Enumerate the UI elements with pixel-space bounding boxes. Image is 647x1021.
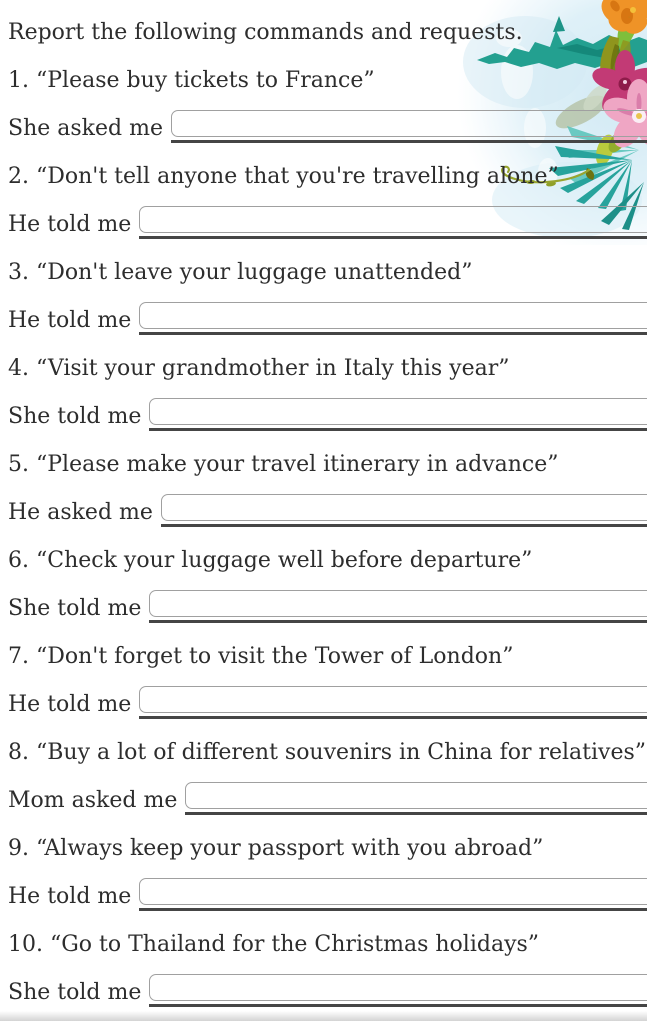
answer-row (8, 968, 647, 1016)
answer-blank (149, 398, 647, 431)
answer-input[interactable] (161, 494, 647, 521)
answer-input[interactable] (149, 974, 647, 1001)
answer-prompt: Mom asked me (8, 787, 178, 813)
item-text: 8. “Buy a lot of different souvenirs in China for relatives” (8, 739, 647, 765)
answer-row (8, 200, 647, 248)
item-text: 9. “Always keep your passport with you abroad” (8, 835, 544, 861)
answer-prompt: She told me (8, 979, 142, 1005)
answer-input[interactable] (139, 878, 647, 905)
answer-row (8, 488, 647, 536)
item-row (8, 344, 647, 392)
answer-underline (139, 716, 647, 719)
answer-row (8, 680, 647, 728)
answer-underline (139, 908, 647, 911)
answer-input[interactable] (149, 398, 647, 425)
answer-input[interactable] (171, 110, 647, 137)
answer-prompt: He told me (8, 883, 132, 909)
answer-prompt: She told me (8, 595, 142, 621)
answer-row (8, 872, 647, 920)
item-text: 4. “Visit your grandmother in Italy this year” (8, 355, 510, 381)
item-text: 6. “Check your luggage well before departure” (8, 547, 533, 573)
item-text: 1. “Please buy tickets to France” (8, 67, 375, 93)
answer-blank (139, 206, 647, 239)
answer-prompt: She asked me (8, 115, 163, 141)
item-text: 3. “Don't leave your luggage unattended” (8, 259, 473, 285)
item-text: 10. “Go to Thailand for the Christmas holidays” (8, 931, 540, 957)
item-row (8, 920, 647, 968)
answer-underline (139, 236, 647, 239)
item-text: 5. “Please make your travel itinerary in advance” (8, 451, 559, 477)
item-text: 7. “Don't forget to visit the Tower of London” (8, 643, 514, 669)
answer-blank (171, 110, 647, 143)
answer-input[interactable] (139, 686, 647, 713)
answer-underline (149, 1004, 647, 1007)
answer-row (8, 104, 647, 152)
answer-underline (171, 140, 647, 143)
answer-blank (149, 590, 647, 623)
item-row (8, 632, 647, 680)
item-row (8, 248, 647, 296)
item-row (8, 536, 647, 584)
answer-blank (185, 782, 647, 815)
page-title (8, 8, 647, 56)
item-text: 2. “Don't tell anyone that you're travelling alone” (8, 163, 559, 189)
answer-input[interactable] (139, 302, 647, 329)
item-row (8, 152, 647, 200)
answer-row (8, 776, 647, 824)
item-row (8, 440, 647, 488)
answer-underline (149, 620, 647, 623)
item-row (8, 728, 647, 776)
answer-prompt: She told me (8, 403, 142, 429)
answer-underline (139, 332, 647, 335)
answer-underline (161, 524, 647, 527)
answer-blank (139, 878, 647, 911)
item-row (8, 824, 647, 872)
answer-input[interactable] (139, 206, 647, 233)
answer-input[interactable] (185, 782, 647, 809)
item-row (8, 56, 647, 104)
answer-prompt: He told me (8, 211, 132, 237)
answer-prompt: He told me (8, 691, 132, 717)
answer-input[interactable] (149, 590, 647, 617)
answer-underline (185, 812, 647, 815)
answer-row (8, 392, 647, 440)
answer-row (8, 296, 647, 344)
answer-blank (161, 494, 647, 527)
answer-blank (139, 686, 647, 719)
answer-prompt: He told me (8, 307, 132, 333)
answer-prompt: He asked me (8, 499, 153, 525)
answer-blank (139, 302, 647, 335)
answer-underline (149, 428, 647, 431)
answer-row (8, 584, 647, 632)
answer-blank (149, 974, 647, 1007)
title-text: Report the following commands and requests. (8, 19, 523, 45)
